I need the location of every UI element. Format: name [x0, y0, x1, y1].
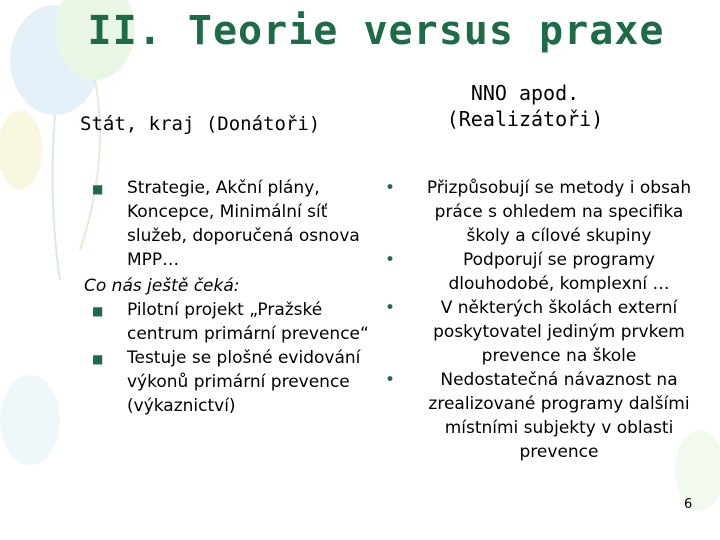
list-item	[82, 346, 372, 418]
list-item	[385, 296, 705, 368]
dot-bullet-icon: •	[385, 298, 396, 318]
list-item-text: Testuje se plošné evidování výkonů primární prevence (výkaznictví)	[127, 348, 361, 416]
list-item-text: Strategie, Akční plány, Koncepce, Minimální síť služeb, doporučená osnova MPP…	[127, 178, 360, 270]
list-item	[82, 176, 372, 272]
left-subheading: Co nás ještě čeká:	[84, 276, 240, 296]
list-item-text: Pilotní projekt „Pražské centrum primární prevence“	[127, 300, 369, 344]
list-item-text: Nedostatečná návaznost na zrealizované programy dalšími místními subjekty v oblasti prevence	[428, 370, 690, 462]
dot-bullet-icon: •	[385, 370, 396, 390]
page-number: 6	[684, 497, 693, 512]
right-column-heading	[415, 80, 635, 132]
list-item-text: Přizpůsobují se metody i obsah práce s ohledem na specifika školy a cílové skupiny	[426, 178, 692, 246]
list-item	[82, 298, 372, 346]
left-column	[82, 176, 372, 418]
list-item	[385, 368, 705, 464]
list-item	[385, 248, 705, 296]
square-bullet-icon: ■	[92, 182, 104, 196]
right-column	[385, 176, 705, 464]
square-bullet-icon: ■	[92, 304, 104, 318]
dot-bullet-icon: •	[385, 178, 396, 198]
list-item-text: Podporují se programy dlouhodobé, komplexní …	[448, 250, 670, 294]
right-heading-line1: NNO apod.	[470, 81, 580, 105]
dot-bullet-icon: •	[385, 250, 396, 270]
right-heading-line2: (Realizátoři)	[446, 107, 604, 131]
list-item-text: V některých školách externí poskytovatel jediným prvkem prevence na škole	[433, 298, 685, 366]
list-item	[385, 176, 705, 248]
square-bullet-icon: ■	[92, 352, 104, 366]
left-column-heading: Stát, kraj (Donátoři)	[80, 113, 321, 135]
slide-title: II. Teorie versus praxe	[87, 8, 665, 54]
